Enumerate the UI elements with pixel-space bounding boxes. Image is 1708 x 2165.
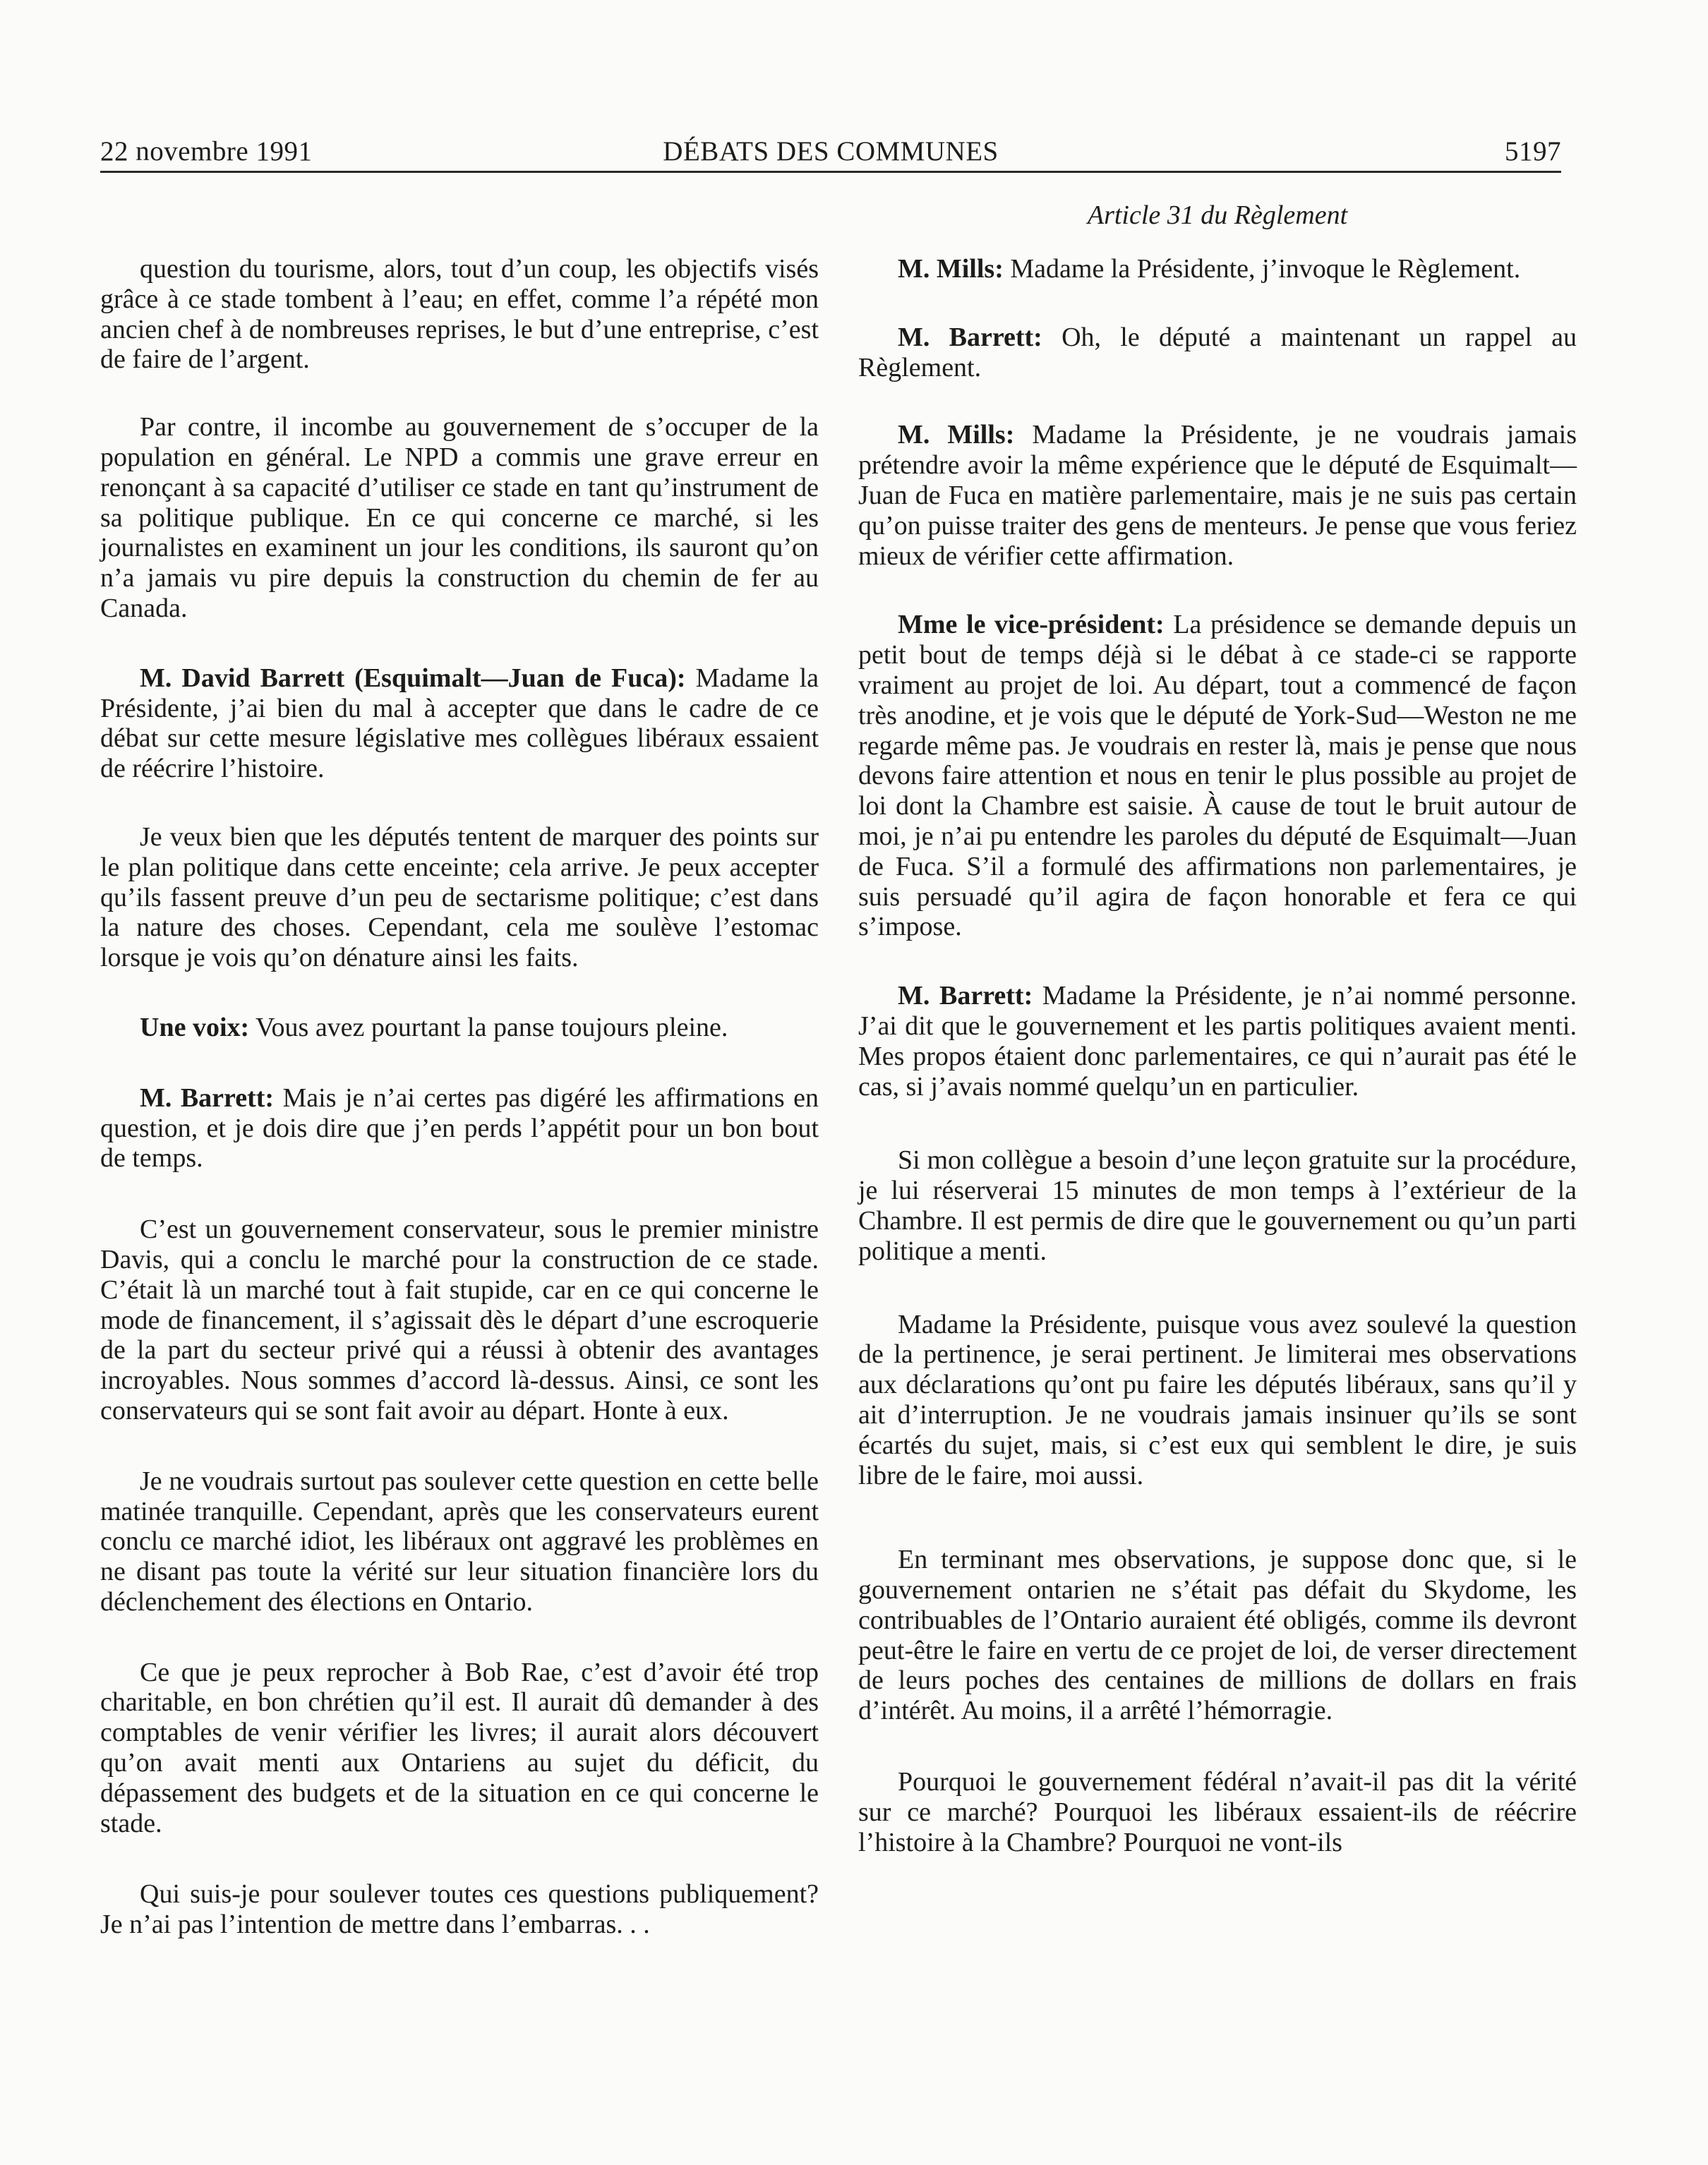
- right-column: [858, 254, 1577, 1857]
- paragraph-text: Oh, le député a maintenant un rappel au Règlement.: [858, 322, 1577, 382]
- paragraph: [858, 1545, 1577, 1726]
- speaker-name: Une voix:: [140, 1012, 250, 1042]
- paragraph-text: question du tourisme, alors, tout d’un coup, les objectifs visés grâce à ce stade tombent à l’eau; en effet, comme l’a répété mon ancien chef à de nombreuses reprises, le but d’une entreprise, c’est de faire de l’argent.: [100, 254, 819, 375]
- paragraph: [858, 1767, 1577, 1857]
- paragraph: [100, 822, 819, 973]
- paragraph-text: La présidence se demande depuis un petit bout de temps déjà si le débat à ce stade-ci se rapporte vraiment au projet de loi. Au départ, tout a commencé de façon très anodine, et je vois que le député de York-Sud—Weston ne me regarde même pas. Je voudrais en rester là, mais je pense que nous devons faire attention et nous en tenir le plus possible au projet de loi dont la Chambre est saisie. À cause de tout le bruit autour de moi, je n’ai pu entendre les paroles du député de Esquimalt—Juan de Fuca. S’il a formulé des affirmations non parlementaires, je suis persuadé qu’il agira de façon honorable et fera ce qui s’impose.: [858, 610, 1577, 942]
- paragraph: [858, 420, 1577, 571]
- paragraph-text: Je ne voudrais surtout pas soulever cette question en cette belle matinée tranquille. Cependant, après que les conservateurs eurent conclu ce marché idiot, les libéraux ont aggravé les problèmes en ne disant pas toute la vérité sur leur situation financière lors du déclenchement des élections en Ontario.: [100, 1466, 819, 1617]
- header-title: DÉBATS DES COMMUNES: [663, 136, 999, 167]
- paragraph-text: Pourquoi le gouvernement fédéral n’avait-il pas dit la vérité sur ce marché? Pourquoi les libéraux essaient-ils de réécrire l’histoire à la Chambre? Pourquoi ne vont-ils: [858, 1767, 1577, 1857]
- paragraph-text: Je veux bien que les députés tentent de marquer des points sur le plan politique dans cette enceinte; cela arrive. Je peux accepter qu’ils fassent preuve d’un peu de sectarisme politique; c’est dans la nature des choses. Cependant, cela me soulève l’estomac lorsque je vois qu’on dénature ainsi les faits.: [100, 821, 819, 973]
- page-header: [100, 130, 1561, 173]
- speaker-name: M. David Barrett (Esquimalt—Juan de Fuca):: [140, 663, 686, 693]
- paragraph-text: Par contre, il incombe au gouvernement de s’occuper de la population en général. Le NPD a commis une grave erreur en renonçant à sa capacité d’utiliser ce stade en tant qu’instrument de sa politique publique. En ce qui concerne ce marché, si les journalistes en examinent un jour les conditions, ils sauront qu’on n’a jamais vu pire depuis la construction du chemin de fer au Canada.: [100, 412, 819, 623]
- paragraph-text: En terminant mes observations, je suppose donc que, si le gouvernement ontarien ne s’était pas défait du Skydome, les contribuables de l’Ontario auraient été obligés, comme ils devront peut-être le faire en vertu de ce projet de loi, de verser directement de leurs poches des centaines de millions de dollars en frais d’intérêt. Au moins, il a arrêté l’hémorragie.: [858, 1545, 1577, 1726]
- section-rubric: Article 31 du Règlement: [1087, 200, 1348, 230]
- speaker-name: M. Mills:: [898, 254, 1004, 284]
- paragraph: [100, 1658, 819, 1839]
- paragraph: [100, 1214, 819, 1426]
- paragraph: [858, 981, 1577, 1102]
- paragraph: [858, 1310, 1577, 1491]
- speaker-name: Mme le vice-président:: [898, 610, 1165, 640]
- speaker-name: M. Barrett:: [898, 322, 1042, 352]
- page-number: 5197: [1505, 136, 1561, 167]
- paragraph-text: Qui suis-je pour soulever toutes ces questions publiquement? Je n’ai pas l’intention de mettre dans l’embarras. . .: [100, 1879, 819, 1940]
- paragraph: [100, 412, 819, 624]
- paragraph-text: Mais je n’ai certes pas digéré les affirmations en question, et je dois dire que j’en perds l’appétit pour un bon bout de temps.: [100, 1082, 819, 1174]
- header-date: 22 novembre 1991: [100, 136, 313, 167]
- left-column: [100, 254, 819, 1940]
- paragraph-text: Madame la Présidente, j’ai bien du mal à accepter que dans le cadre de ce débat sur cette mesure législative mes collègues libéraux essaient de réécrire l’histoire.: [100, 663, 819, 784]
- paragraph: [858, 1145, 1577, 1266]
- paragraph: [100, 1013, 819, 1043]
- paragraph: [100, 1879, 819, 1940]
- paragraph-text: Madame la Présidente, j’invoque le Règlement.: [1010, 254, 1521, 284]
- paragraph-text: Vous avez pourtant la panse toujours pleine.: [255, 1012, 728, 1042]
- paragraph: [858, 610, 1577, 942]
- paragraph-text: C’est un gouvernement conservateur, sous le premier ministre Davis, qui a conclu le marché pour la construction de ce stade. C’était là un marché tout à fait stupide, car en ce qui concerne le mode de financement, il s’agissait dès le départ d’une escroquerie de la part du secteur privé qui a réussi à obtenir des avantages incroyables. Nous sommes d’accord là-dessus. Ainsi, ce sont les conservateurs qui se sont fait avoir au départ. Honte à eux.: [100, 1214, 819, 1425]
- speaker-name: M. Mills:: [898, 420, 1015, 450]
- paragraph-text: Madame la Présidente, puisque vous avez soulevé la question de la pertinence, je serai pertinent. Je limiterai mes observations aux déclarations qu’ont pu faire les députés libéraux, sans qu’il y ait d’interruption. Je ne voudrais jamais insinuer qu’ils se sont écartés du sujet, mais, si c’est eux qui semblent le dire, je suis libre de le faire, moi aussi.: [858, 1309, 1577, 1490]
- paragraph: [858, 254, 1577, 284]
- paragraph: [858, 322, 1577, 383]
- paragraph: [100, 1466, 819, 1617]
- paragraph: [100, 254, 819, 375]
- speaker-name: M. Barrett:: [140, 1082, 275, 1113]
- paragraph: [100, 1083, 819, 1174]
- speaker-name: M. Barrett:: [898, 981, 1033, 1011]
- paragraph-text: Madame la Présidente, je n’ai nommé personne. J’ai dit que le gouvernement et les partis politiques avaient menti. Mes propos étaient donc parlementaires, ce qui n’aurait pas été le cas, si j’avais nommé quelqu’un en particulier.: [858, 981, 1577, 1102]
- paragraph-text: Si mon collègue a besoin d’une leçon gratuite sur la procédure, je lui réserverai 15 minutes de mon temps à l’extérieur de la Chambre. Il est permis de dire que le gouvernement ou qu’un parti politique a menti.: [858, 1145, 1577, 1266]
- paragraph: [100, 663, 819, 784]
- paragraph-text: Ce que je peux reprocher à Bob Rae, c’est d’avoir été trop charitable, en bon chrétien qu’il est. Il aurait dû demander à des comptables de venir vérifier les livres; il aurait alors découvert qu’on avait menti aux Ontariens au sujet du déficit, du dépassement des budgets et de la situation en ce qui concerne le stade.: [100, 1657, 819, 1838]
- paragraph-text: Madame la Présidente, je ne voudrais jamais prétendre avoir la même expérience que le député de Esquimalt—Juan de Fuca en matière parlementaire, mais je ne suis pas certain qu’on puisse traiter des gens de menteurs. Je pense que vous feriez mieux de vérifier cette affirmation.: [858, 420, 1577, 571]
